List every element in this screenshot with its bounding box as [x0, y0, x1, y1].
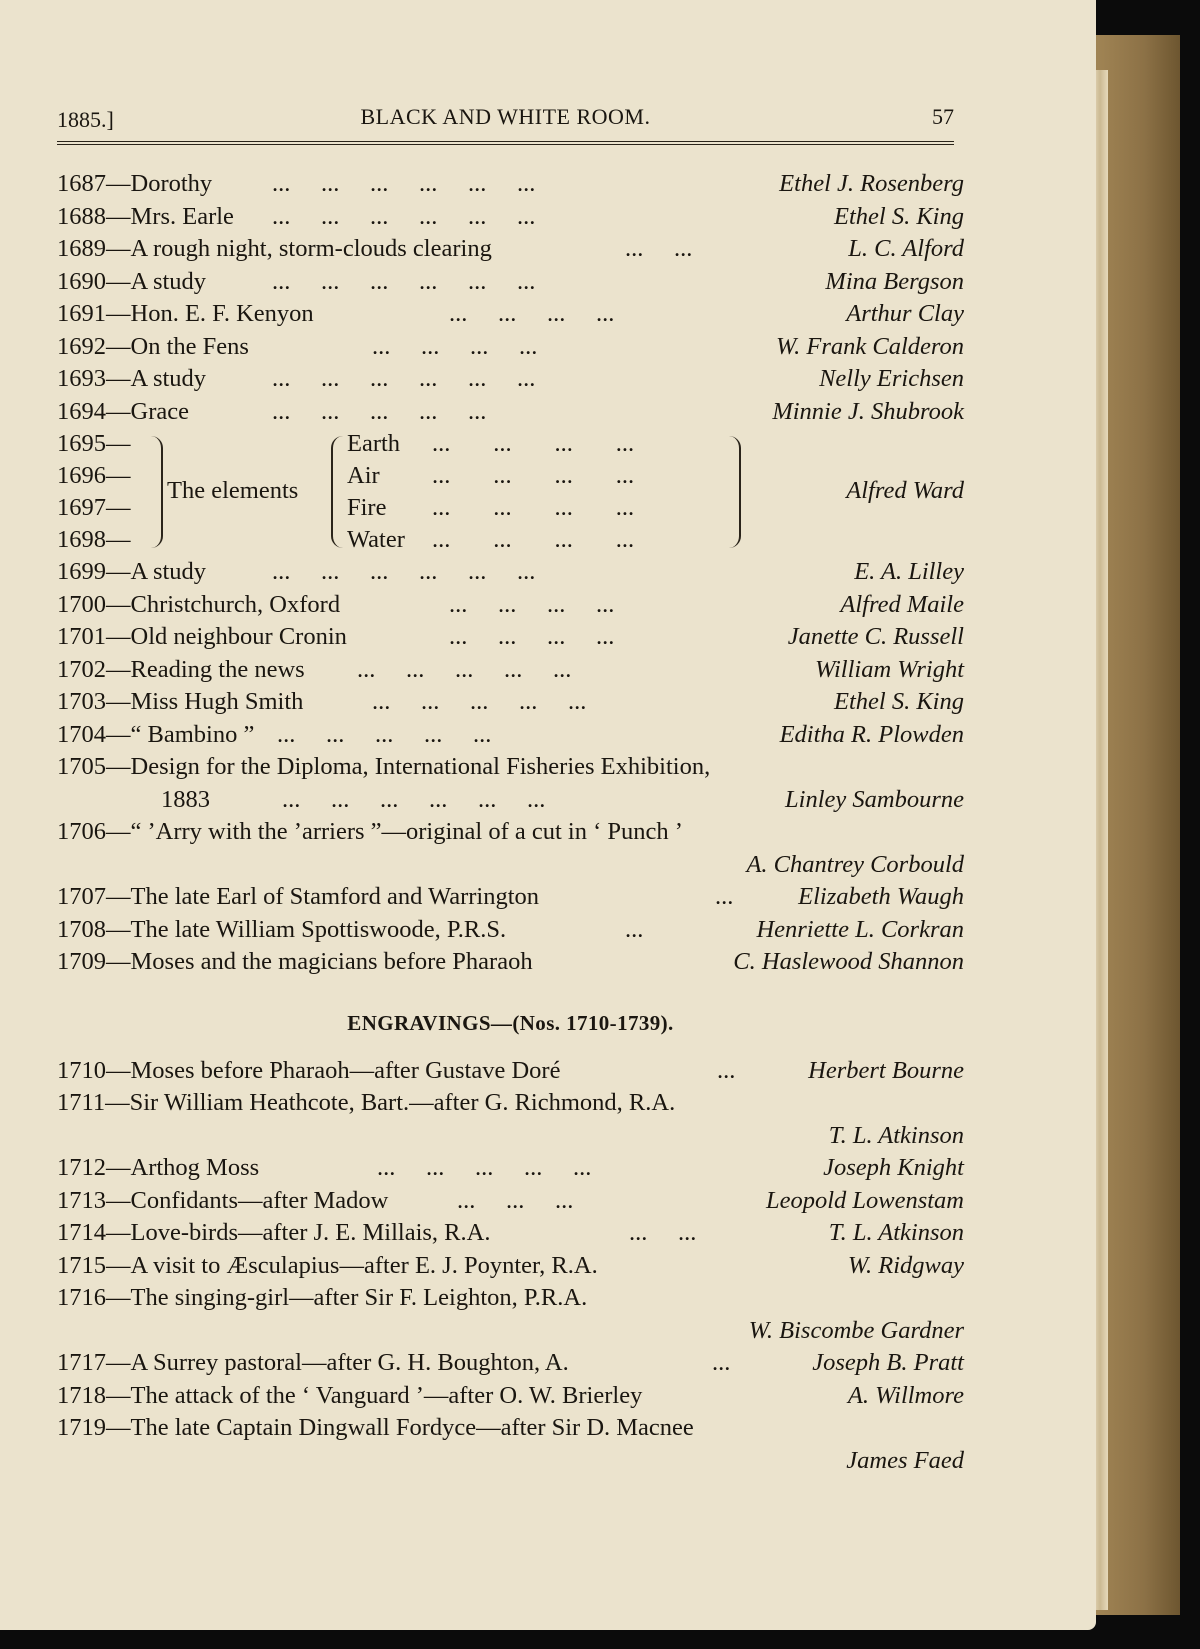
catalogue-entry: 1693—A study ... ... ... ... ... ... Nelly Erichsen	[57, 363, 964, 396]
catalogue-entry: 1715—A visit to Æsculapius—after E. J. Poynter, R.A. W. Ridgway	[57, 1250, 964, 1283]
entry-artist: Leopold Lowenstam	[765, 1186, 964, 1214]
section-range: (Nos. 1710-1739).	[512, 1010, 674, 1035]
entry-title: Miss Hugh Smith	[130, 688, 304, 715]
entry-number: 1700	[57, 590, 106, 618]
entry-number: 1710	[57, 1056, 106, 1084]
catalogue-entry: 1694—Grace ... ... ... ... ... Minnie J. Shubrook	[57, 396, 964, 429]
leader-dots: ... ... ... ...	[372, 332, 538, 360]
entry-title: Hon. E. F. Kenyon	[130, 300, 314, 327]
section-heading	[57, 979, 964, 1055]
entry-title: Reading the news	[130, 655, 305, 683]
catalogue-entry: 1688—Mrs. Earle ... ... ... ... ... ... Ethel S. King	[57, 201, 964, 234]
leader-dots: ... ... ... ... ... ...	[272, 558, 536, 585]
entry-title: A study	[130, 365, 207, 392]
leader-dots: ... ... ... ...	[449, 590, 615, 618]
catalogue-entry-continuation	[57, 1445, 964, 1478]
catalogue-entry: 1718—The attack of the ‘ Vanguard ’—after O. W. Brierley A. Willmore	[57, 1380, 964, 1413]
entry-artist: Herbert Bourne	[808, 1056, 964, 1084]
entry-artist: C. Haslewood Shannon	[733, 948, 964, 975]
entry-artist: Arthur Clay	[846, 300, 964, 327]
entry-artist: Joseph Knight	[823, 1154, 964, 1181]
leader-dots: ... ... ...	[457, 1186, 574, 1214]
middle-brace	[331, 436, 343, 548]
entry-number: 1703	[57, 688, 106, 715]
entry-number: 1715	[57, 1251, 106, 1279]
entry-number: 1704	[57, 720, 106, 748]
catalogue-entry	[57, 1282, 964, 1315]
entry-artist: W. Biscombe Gardner	[748, 1316, 964, 1344]
entry-number: 1687	[57, 170, 106, 197]
element-item: Fire	[347, 494, 387, 521]
leader-dots: ... ... ... ... ...	[372, 688, 587, 715]
catalogue-entry	[57, 816, 964, 849]
catalogue-entry: 1704—“ Bambino ” ... ... ... ... ... Editha R. Plowden	[57, 719, 964, 752]
entry-artist: Ethel S. King	[834, 202, 964, 230]
entry-number: 1689	[57, 235, 106, 262]
catalogue-entry: 1707—The late Earl of Stamford and Warrington ... Elizabeth Waugh	[57, 881, 964, 914]
entry-number: 1693	[57, 365, 106, 392]
leader-dots: ... ... ... ... ... ...	[272, 202, 536, 230]
entry-title: The attack of the ‘ Vanguard ’—after O. W. Brierley	[130, 1381, 643, 1409]
entry-number: 1695—	[57, 430, 131, 457]
entry-number: 1713	[57, 1186, 106, 1214]
entry-artist: L. C. Alford	[848, 235, 964, 262]
leader-dots: ... ... ... ... ... ...	[272, 365, 536, 392]
entry-artist: James Faed	[846, 1446, 964, 1474]
right-brace	[729, 436, 741, 548]
running-header	[57, 104, 954, 136]
entry-title: A study	[130, 267, 207, 295]
entry-number: 1701	[57, 623, 106, 650]
entry-title: “ Bambino ”	[130, 720, 255, 748]
entry-number: 1698—	[57, 526, 131, 553]
entry-artist: Mina Bergson	[825, 267, 964, 295]
catalogue-entry: 1700—Christchurch, Oxford ... ... ... ... Alfred Maile	[57, 589, 964, 622]
entry-title: Arthog Moss	[130, 1154, 260, 1181]
entry-title: Confidants—after Madow	[130, 1186, 389, 1214]
entry-artist: E. A. Lilley	[854, 558, 964, 585]
entry-artist: Editha R. Plowden	[779, 720, 964, 748]
element-item: Earth	[347, 430, 401, 457]
element-item: Water	[347, 526, 405, 553]
catalogue-entry: 1691—Hon. E. F. Kenyon ... ... ... ... Arthur Clay	[57, 298, 964, 331]
entry-artist: Alfred Maile	[840, 590, 964, 618]
entry-number: 1714	[57, 1219, 106, 1246]
section-title: ENGRAVINGS—	[347, 1010, 513, 1035]
catalogue-entry	[57, 1412, 964, 1445]
leader-dots: ... ... ... ... ... ...	[272, 267, 536, 295]
header-rule	[57, 141, 954, 145]
entry-title: Moses and the magicians before Pharaoh	[130, 948, 533, 975]
entry-artist: William Wright	[814, 655, 964, 683]
entry-artist: W. Ridgway	[847, 1251, 964, 1279]
entry-title: Love-birds—after J. E. Millais, R.A.	[130, 1219, 491, 1246]
entry-artist: Janette C. Russell	[787, 623, 964, 650]
entry-number: 1690	[57, 267, 106, 295]
entry-title: Dorothy	[130, 170, 213, 197]
leader-dots: ...	[625, 915, 644, 943]
leader-dots: ... ... ... ...	[449, 623, 615, 650]
leader-dots: ... ... ... ...	[449, 300, 615, 327]
entry-title: The late William Spottiswoode, P.R.S.	[130, 915, 507, 943]
group-label: The elements	[167, 477, 299, 504]
page-number: 57	[932, 104, 954, 129]
entry-artist: A. Chantrey Corbould	[746, 850, 964, 878]
entry-text: 1711—Sir William Heathcote, Bart.—after G. Richmond, R.A.	[57, 1089, 676, 1116]
entry-artist: Linley Sambourne	[785, 785, 964, 813]
catalogue-entry-continuation	[57, 849, 964, 882]
catalogue-entry: 1710—Moses before Pharaoh—after Gustave Doré ... Herbert Bourne	[57, 1055, 964, 1088]
catalogue-entry: 1713—Confidants—after Madow ... ... ... Leopold Lowenstam	[57, 1185, 964, 1218]
entry-title: The late Earl of Stamford and Warrington	[130, 883, 539, 910]
entry-number: 1694	[57, 397, 106, 425]
catalogue-entry	[57, 1087, 964, 1120]
entry-artist: T. L. Atkinson	[828, 1121, 964, 1149]
leader-dots: ... ...	[629, 1219, 697, 1246]
entry-artist: Ethel S. King	[834, 688, 964, 715]
entry-number: 1691	[57, 300, 106, 327]
entry-text: 1716—The singing-girl—after Sir F. Leighton, P.R.A.	[57, 1284, 588, 1311]
entry-artist: Nelly Erichsen	[819, 365, 964, 392]
entry-number: 1707	[57, 883, 106, 910]
leader-dots: ... ... ... ... ...	[377, 1154, 592, 1181]
entry-artist: Elizabeth Waugh	[798, 883, 964, 910]
entry-text: 1706—“ ’Arry with the ’arriers ”—original of a cut in ‘ Punch ’	[57, 818, 683, 845]
catalogue-entry-continuation	[57, 784, 964, 817]
entry-number: 1692	[57, 332, 106, 360]
leader-dots: ... ...	[625, 235, 693, 262]
entry-title: Old neighbour Cronin	[130, 623, 347, 650]
catalogue-entry-continuation	[57, 1120, 964, 1153]
entry-title: Moses before Pharaoh—after Gustave Doré	[130, 1056, 561, 1084]
entry-text: 1719—The late Captain Dingwall Fordyce—after Sir D. Macnee	[57, 1414, 694, 1441]
catalogue-entry: 1709—Moses and the magicians before Pharaoh C. Haslewood Shannon	[57, 946, 964, 979]
left-brace	[149, 436, 163, 548]
catalogue-entry: 1689—A rough night, storm-clouds clearing ... ... L. C. Alford	[57, 233, 964, 266]
entry-title: A visit to Æsculapius—after E. J. Poynter, R.A.	[130, 1251, 598, 1279]
entry-number: 1708	[57, 915, 106, 943]
entry-number: 1697—	[57, 494, 131, 521]
entry-artist: T. L. Atkinson	[828, 1219, 964, 1246]
header-year: 1885.]	[57, 107, 114, 132]
header-title: BLACK AND WHITE ROOM.	[360, 104, 651, 129]
leader-dots: ... ... ... ... ... ...	[272, 170, 536, 197]
entry-number: 1718	[57, 1381, 106, 1409]
catalogue-entry: 1703—Miss Hugh Smith ... ... ... ... ... Ethel S. King	[57, 686, 964, 719]
catalogue-entries	[57, 168, 964, 1477]
catalogue-entry: 1702—Reading the news ... ... ... ... ... William Wright	[57, 654, 964, 687]
entry-title: A Surrey pastoral—after G. H. Boughton, A.	[130, 1349, 569, 1376]
catalogue-entry: 1712—Arthog Moss ... ... ... ... ... Joseph Knight	[57, 1152, 964, 1185]
catalogue-entry: 1701—Old neighbour Cronin ... ... ... ... Janette C. Russell	[57, 621, 964, 654]
entry-title: Christchurch, Oxford	[130, 590, 341, 618]
catalogue-entry: 1687—Dorothy ... ... ... ... ... ... Ethel J. Rosenberg	[57, 168, 964, 201]
elements-group	[57, 428, 964, 556]
entry-title: On the Fens	[130, 332, 249, 360]
entry-number: 1709	[57, 948, 106, 975]
catalogue-entry-continuation	[57, 1315, 964, 1348]
entry-number: 1688	[57, 202, 106, 230]
leader-dots: ... ... ... ... ...	[357, 655, 572, 683]
entry-artist: Minnie J. Shubrook	[772, 397, 964, 425]
catalogue-entry: 1692—On the Fens ... ... ... ... W. Frank Calderon	[57, 331, 964, 364]
catalogue-entry: 1690—A study ... ... ... ... ... ... Mina Bergson	[57, 266, 964, 299]
entry-number: 1712	[57, 1154, 106, 1181]
entry-artist: Ethel J. Rosenberg	[779, 170, 964, 197]
entry-artist: Joseph B. Pratt	[812, 1349, 964, 1376]
leader-dots: ...	[712, 1349, 731, 1376]
entry-artist: A. Willmore	[847, 1381, 964, 1409]
catalogue-entry: 1714—Love-birds—after J. E. Millais, R.A. ... ... T. L. Atkinson	[57, 1217, 964, 1250]
leader-dots: ... ... ... ... ...	[272, 397, 487, 425]
entry-title: A study	[130, 558, 207, 585]
leader-dots: ... ... ... ... ... ...	[282, 785, 546, 813]
entry-number: 1696—	[57, 462, 131, 489]
entry-number: 1717	[57, 1349, 106, 1376]
entry-artist: W. Frank Calderon	[775, 332, 964, 360]
entry-title: Grace	[130, 397, 189, 425]
element-item: Air	[347, 462, 380, 489]
leader-dots: ... ... ... ... ...	[277, 720, 492, 748]
entry-number: 1702	[57, 655, 106, 683]
entry-artist: Alfred Ward	[846, 477, 964, 504]
leader-dots: ... ... ... ... ... ... ... ... ... ... ... ... ... ... ... ...	[432, 430, 635, 553]
entry-text: 1705—Design for the Diploma, International Fisheries Exhibition,	[57, 753, 711, 780]
entry-artist: Henriette L. Corkran	[756, 915, 964, 943]
catalogue-entry: 1708—The late William Spottiswoode, P.R.S. ... Henriette L. Corkran	[57, 914, 964, 947]
leader-dots: ...	[717, 1056, 736, 1084]
entry-title: A rough night, storm-clouds clearing	[130, 235, 492, 262]
catalogue-entry: 1717—A Surrey pastoral—after G. H. Boughton, A. ... Joseph B. Pratt	[57, 1347, 964, 1380]
entry-number: 1699	[57, 558, 106, 585]
catalogue-entry: 1699—A study ... ... ... ... ... ... E. A. Lilley	[57, 556, 964, 589]
leader-dots: ...	[715, 883, 734, 910]
catalogue-entry	[57, 751, 964, 784]
entry-text: 1883	[161, 785, 210, 813]
entry-title: Mrs. Earle	[130, 202, 234, 230]
